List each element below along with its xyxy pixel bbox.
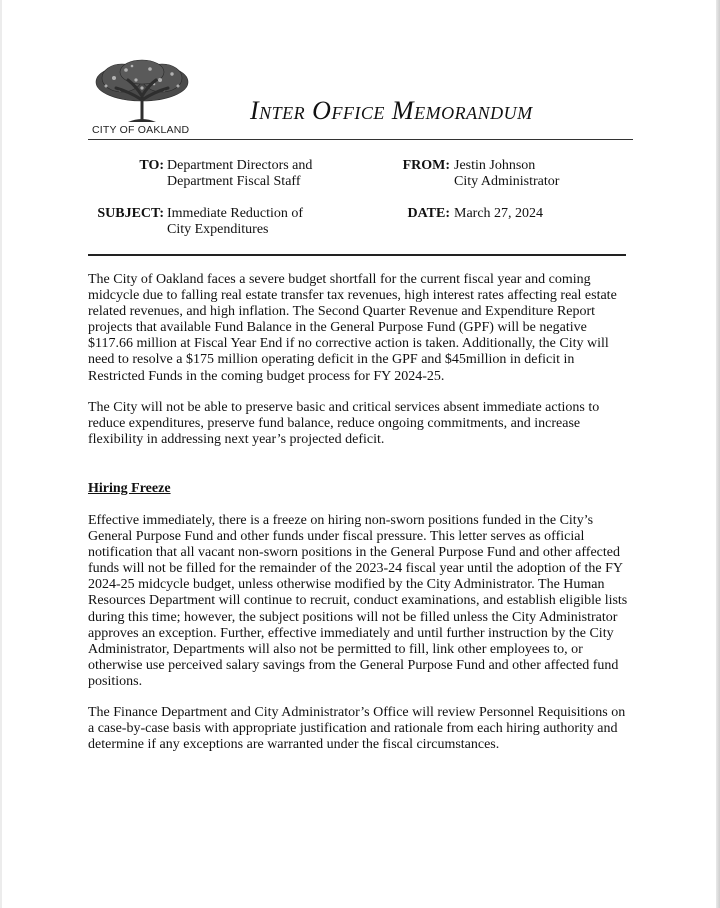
- paragraph-hiring-freeze: [88, 513, 633, 690]
- paragraph-line: Restricted Funds in the coming budget process for FY 2024-25.: [88, 368, 445, 384]
- paragraph-line: a case-by-case basis with appropriate justification and rationale from each hiring authority and: [88, 721, 618, 737]
- paragraph-line: General Purpose Fund and other funds under fiscal pressure. This letter serves as official: [88, 529, 585, 545]
- paragraph-line: projects that available Fund Balance in the General Purpose Fund (GPF) will be negative: [88, 320, 587, 336]
- paragraph-line: notification that all vacant non-sworn positions in the General Purpose Fund and other affected: [88, 545, 620, 561]
- paragraph-personnel-requisitions: [88, 705, 633, 753]
- subject-label: SUBJECT:: [97, 206, 164, 221]
- paragraph-line: flexibility in addressing next year’s projected deficit.: [88, 432, 385, 448]
- oak-tree-icon: [92, 58, 192, 124]
- from-label: FROM:: [402, 158, 450, 173]
- paragraph-line: The Finance Department and City Administrator’s Office will review Personnel Requisitions on: [88, 705, 626, 720]
- paragraph-budget-shortfall: [88, 272, 633, 385]
- paragraph-line: during this time; however, the subject positions will not be filled unless the City Administrator: [88, 609, 618, 625]
- to-label: TO:: [139, 158, 164, 173]
- paragraph-line: positions.: [88, 673, 143, 689]
- paragraph-line: Resources Department will continue to recruit, conduct examinations, and establish eligible lists: [88, 593, 628, 609]
- to-line-1: Department Directors and: [167, 158, 313, 173]
- paragraph-preserve-services: [88, 400, 633, 448]
- subject-line-1: Immediate Reduction of: [167, 206, 304, 221]
- paragraph-line: related revenues, and high inflation. The Second Quarter Revenue and Expenditure Report: [88, 304, 596, 320]
- subject-line-2: City Expenditures: [167, 222, 269, 237]
- paragraph-line: reduce expenditures, preserve fund balance, reduce ongoing commitments, and increase: [88, 416, 581, 432]
- memo-title: Inter Office Memorandum: [250, 96, 533, 125]
- paragraph-line: Administrator, Departments will also not be permitted to fill, link other employees to, or: [88, 641, 583, 657]
- page-edge-left: [0, 0, 2, 908]
- paragraph-line: The City of Oakland faces a severe budget shortfall for the current fiscal year and coming: [88, 272, 591, 287]
- paragraph-line: Effective immediately, there is a freeze on hiring non-sworn positions funded in the City’s: [88, 513, 594, 528]
- date-value: March 27, 2024: [454, 206, 544, 221]
- city-logo: [92, 58, 192, 138]
- page-edge-right: [716, 0, 720, 908]
- paragraph-line: 2024-25 midcycle budget, unless otherwise modified by the City Administrator. The Human: [88, 577, 605, 593]
- from-value: [454, 158, 559, 190]
- paragraph-line: funds will not be filled for the remainder of the 2023-24 fiscal year until the adoption of the FY: [88, 561, 623, 577]
- from-line-1: Jestin Johnson: [454, 158, 536, 173]
- date-label: DATE:: [407, 206, 450, 221]
- logo-text: CITY OF OAKLAND: [92, 124, 190, 136]
- title-rule: [88, 139, 633, 140]
- section-heading-hiring-freeze: Hiring Freeze: [88, 481, 171, 496]
- paragraph-line: need to resolve a $175 million operating deficit in the GPF and $45million in deficit in: [88, 352, 575, 368]
- to-line-2: Department Fiscal Staff: [167, 174, 301, 189]
- paragraph-line: determine if any exceptions are warranted under the fiscal circumstances.: [88, 737, 500, 753]
- paragraph-line: midcycle due to falling real estate transfer tax revenues, high interest rates affecting real estate: [88, 288, 617, 304]
- subject-value: [167, 206, 303, 238]
- paragraph-line: $117.66 million at Fiscal Year End if no corrective action is taken. Additionally, the City will: [88, 336, 609, 352]
- paragraph-line: approves an exception. Further, effective immediately and until further instruction by the City: [88, 625, 614, 641]
- from-line-2: City Administrator: [454, 174, 560, 189]
- paragraph-line: The City will not be able to preserve basic and critical services absent immediate actions to: [88, 400, 600, 415]
- paragraph-line: otherwise use perceived salary savings from the General Purpose Fund and other affected fund: [88, 657, 619, 673]
- to-value: [167, 158, 312, 190]
- header-rule: [88, 254, 626, 256]
